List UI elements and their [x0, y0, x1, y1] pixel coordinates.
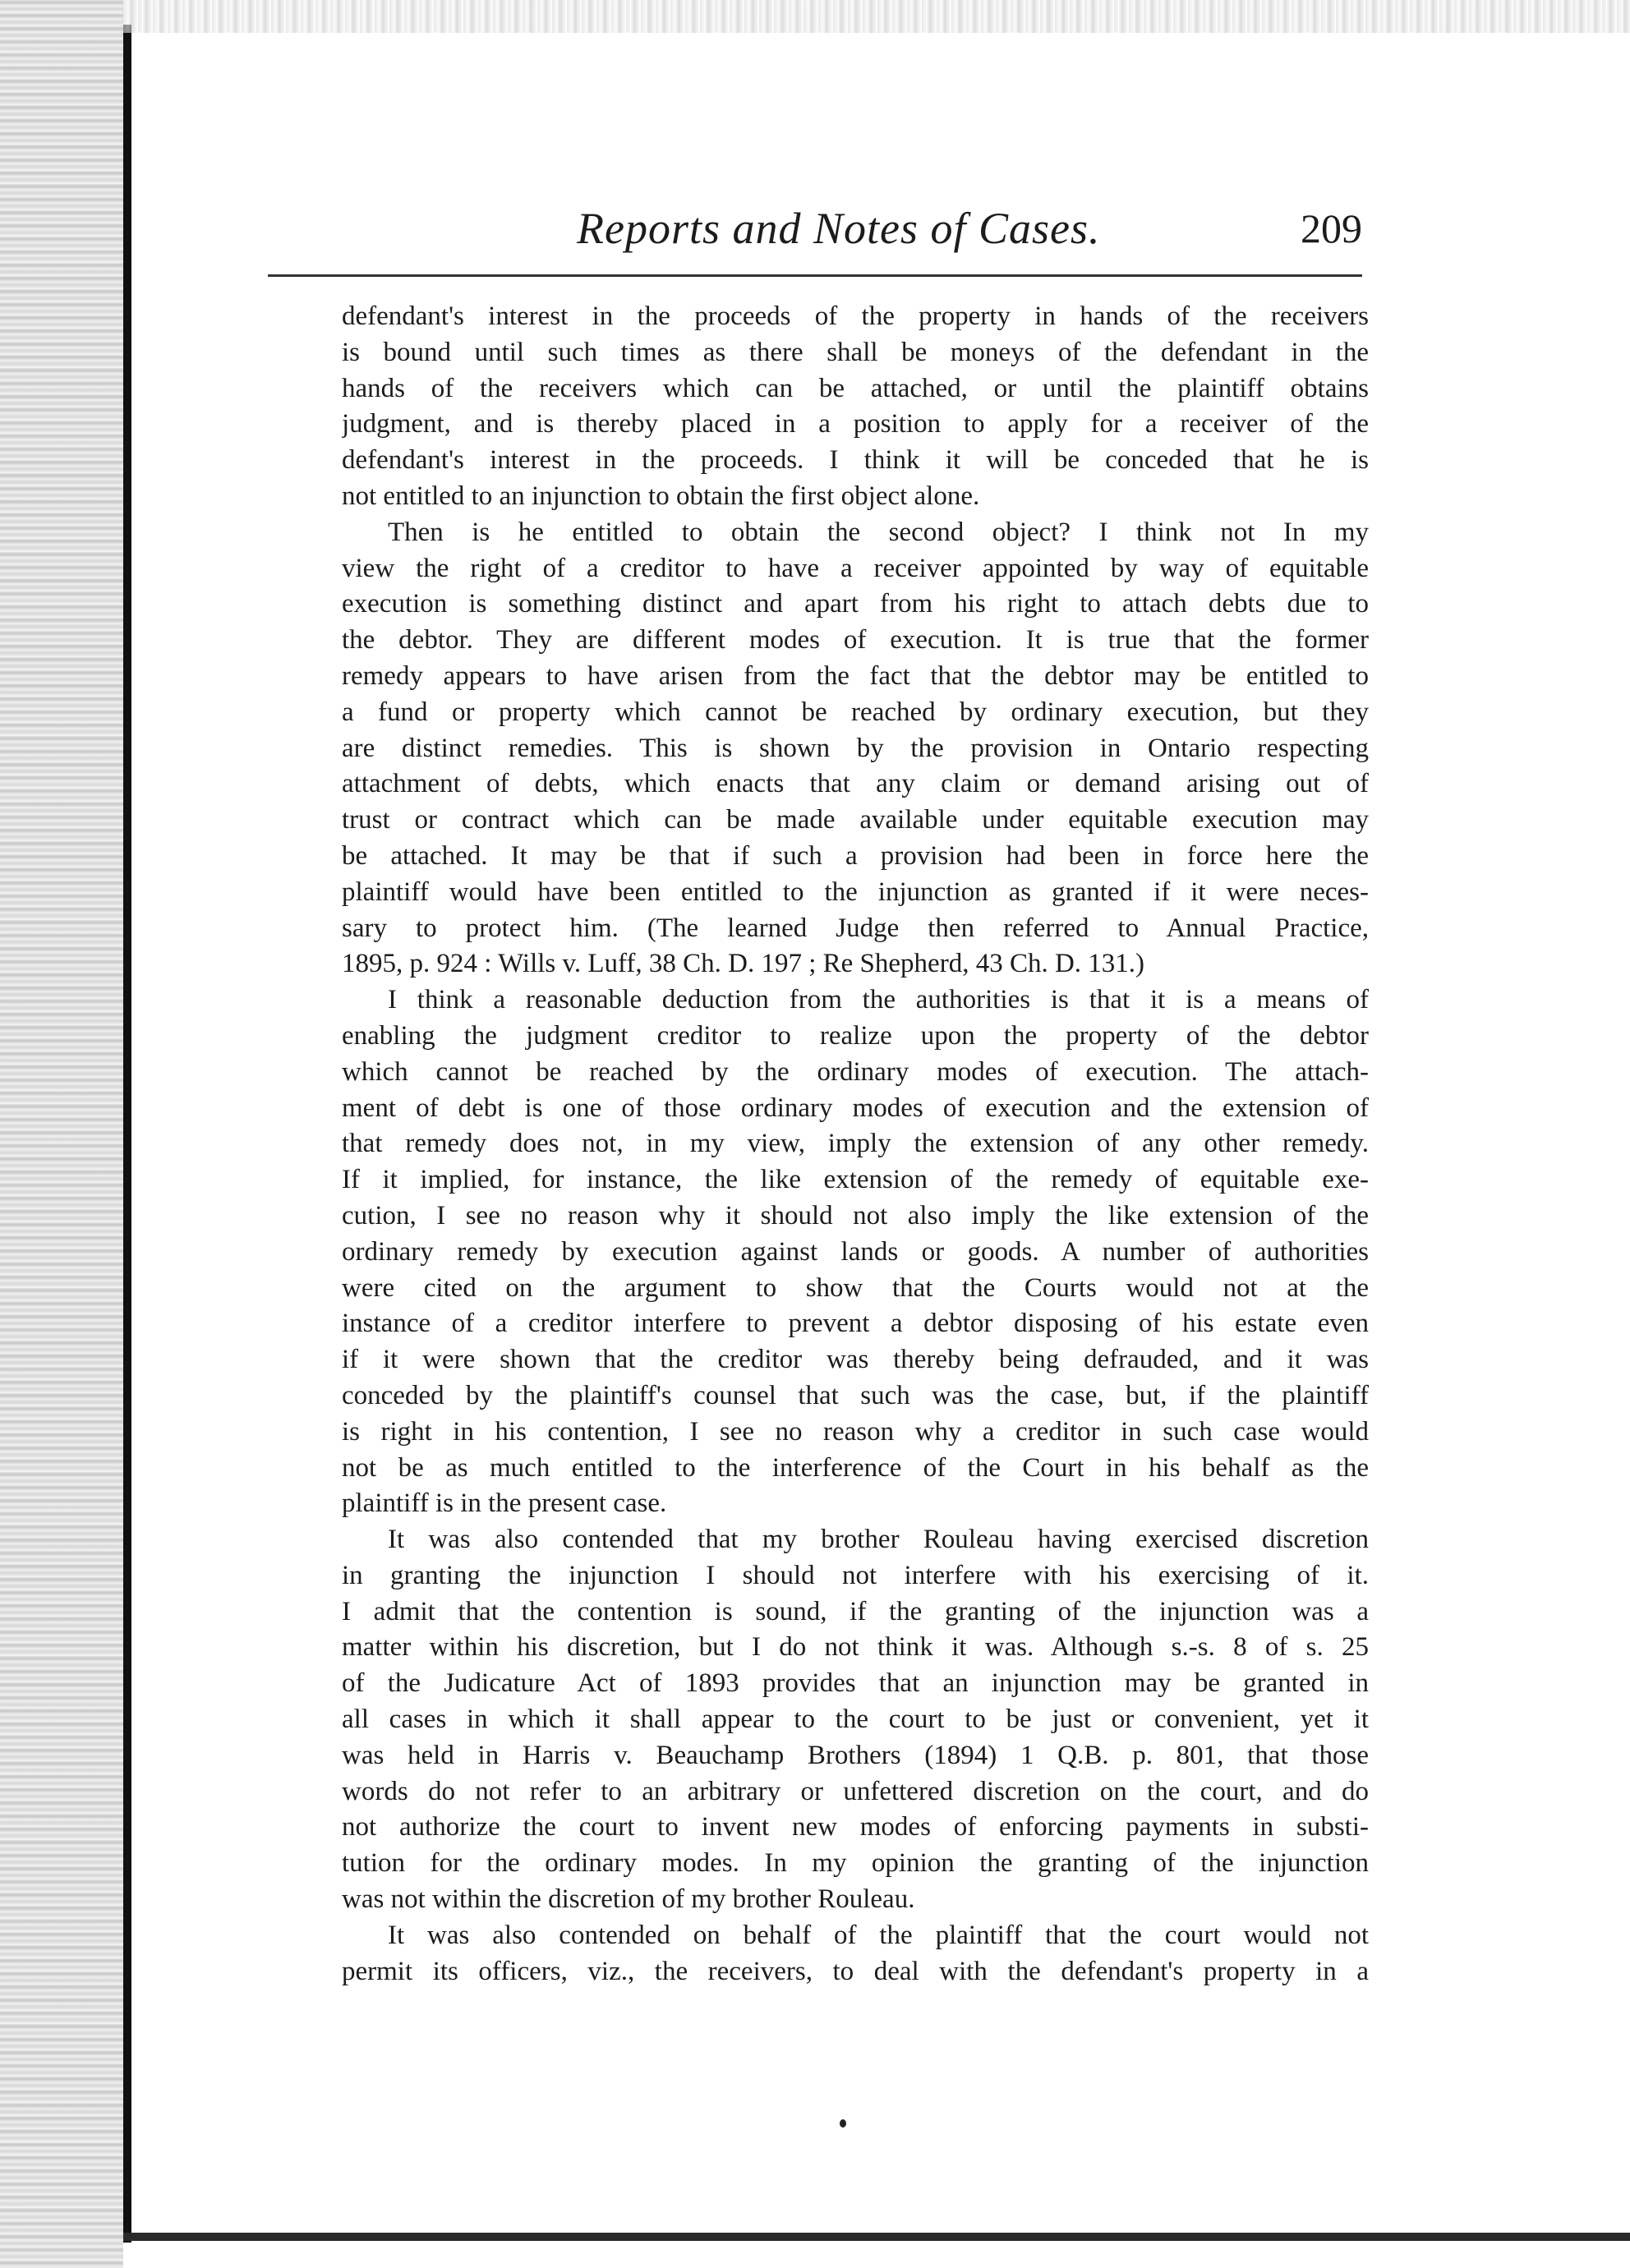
text-line: cution, I see no reason why it should not also imply the like extension of the [342, 1200, 1369, 1231]
text-line: enabling the judgment creditor to realize upon the property of the debtor [342, 1020, 1369, 1051]
text-line: defendant's interest in the proceeds. I think it will be conceded that he is [342, 445, 1369, 476]
text-line: plaintiff is in the present case. [342, 1488, 667, 1519]
text-line: was held in Harris v. Beauchamp Brothers (1894) 1 Q.B. p. 801, that those [342, 1740, 1369, 1770]
text-line: ordinary remedy by execution against lands or goods. A number of authorities [342, 1236, 1369, 1267]
text-line: hands of the receivers which can be attached, or until the plaintiff obtains [342, 373, 1369, 403]
text-line: that remedy does not, in my view, imply the extension of any other remedy. [342, 1129, 1369, 1159]
text-line: conceded by the plaintiff's counsel that such was the case, but, if the plaintiff [342, 1380, 1369, 1410]
text-line: defendant's interest in the proceeds of the property in hands of the receivers [342, 301, 1369, 331]
text-line: view the right of a creditor to have a receiver appointed by way of equitable [342, 553, 1369, 583]
text-line: be attached. It may be that if such a provision had been in force here the [342, 840, 1369, 871]
text-line: if it were shown that the creditor was thereby being defrauded, and it was [342, 1345, 1369, 1375]
text-line: of the Judicature Act of 1893 provides that an injunction may be granted in [342, 1668, 1369, 1699]
text-line: matter within his discretion, but I do not think it was. Although s.-s. 8 of s. 25 [342, 1632, 1369, 1663]
text-line: It was also contended that my brother Rouleau having exercised discretion [388, 1525, 1369, 1555]
text-line: all cases in which it shall appear to the court to be just or convenient, yet it [342, 1704, 1369, 1735]
ink-dot [840, 2119, 846, 2128]
text-line: is right in his contention, I see no reason why a creditor in such case would [342, 1416, 1369, 1447]
text-line: the debtor. They are different modes of execution. It is true that the former [342, 625, 1369, 656]
text-line: If it implied, for instance, the like extension of the remedy of equitable exe- [342, 1165, 1369, 1195]
top-page-edge [123, 0, 1630, 33]
header-rule [268, 274, 1362, 277]
text-line: not entitled to an injunction to obtain the first object alone. [342, 481, 980, 511]
text-line: are distinct remedies. This is shown by the provision in Ontario respecting [342, 733, 1369, 763]
text-line: instance of a creditor interfere to prevent a debtor disposing of his estate even [342, 1309, 1369, 1339]
text-line: plaintiff would have been entitled to the injunction as granted if it were neces- [342, 876, 1369, 907]
text-line: sary to protect him. (The learned Judge then referred to Annual Practice, [342, 913, 1369, 943]
text-line: trust or contract which can be made available under equitable execution may [342, 805, 1369, 835]
text-line: I think a reasonable deduction from the authorities is that it is a means of [388, 985, 1369, 1015]
text-line: permit its officers, viz., the receivers, to deal with the defendant's property in a [342, 1956, 1369, 1986]
text-line: not authorize the court to invent new modes of enforcing payments in substi- [342, 1812, 1369, 1842]
text-line: attachment of debts, which enacts that any claim or demand arising out of [342, 769, 1369, 799]
bottom-page-edge [123, 2233, 1630, 2241]
body-text [342, 299, 1369, 1990]
text-line: 1895, p. 924 : Wills v. Luff, 38 Ch. D. 197 ; Re Shepherd, 43 Ch. D. 131.) [342, 949, 1145, 979]
text-line: ment of debt is one of those ordinary modes of execution and the extension of [342, 1093, 1369, 1123]
text-line: It was also contended on behalf of the plaintiff that the court would not [388, 1920, 1369, 1950]
text-line: Then is he entitled to obtain the second object? I think not In my [388, 517, 1369, 547]
text-line: a fund or property which cannot be reached by ordinary execution, but they [342, 697, 1369, 727]
text-line: is bound until such times as there shall be moneys of the defendant in the [342, 337, 1369, 367]
text-line: tution for the ordinary modes. In my opinion the granting of the injunction [342, 1848, 1369, 1879]
text-line: execution is something distinct and apart from his right to attach debts due to [342, 589, 1369, 619]
page-number: 209 [1301, 205, 1362, 251]
page-header [268, 187, 1362, 269]
text-line: was not within the discretion of my brother Rouleau. [342, 1884, 915, 1915]
text-line: in granting the injunction I should not interfere with his exercising of it. [342, 1560, 1369, 1590]
text-line: not be as much entitled to the interference of the Court in his behalf as the [342, 1452, 1369, 1483]
text-line: judgment, and is thereby placed in a position to apply for a receiver of the [342, 409, 1369, 439]
binding-shadow [0, 0, 123, 2268]
gutter-edge [123, 25, 131, 2243]
text-line: remedy appears to have arisen from the fact that the debtor may be entitled to [342, 660, 1369, 691]
running-head: Reports and Notes of Cases. [577, 204, 1101, 253]
text-line: were cited on the argument to show that the Courts would not at the [342, 1272, 1369, 1303]
text-line: I admit that the contention is sound, if the granting of the injunction was a [342, 1596, 1369, 1626]
text-line: which cannot be reached by the ordinary modes of execution. The attach- [342, 1056, 1369, 1087]
text-line: words do not refer to an arbitrary or unfettered discretion on the court, and do [342, 1776, 1369, 1806]
